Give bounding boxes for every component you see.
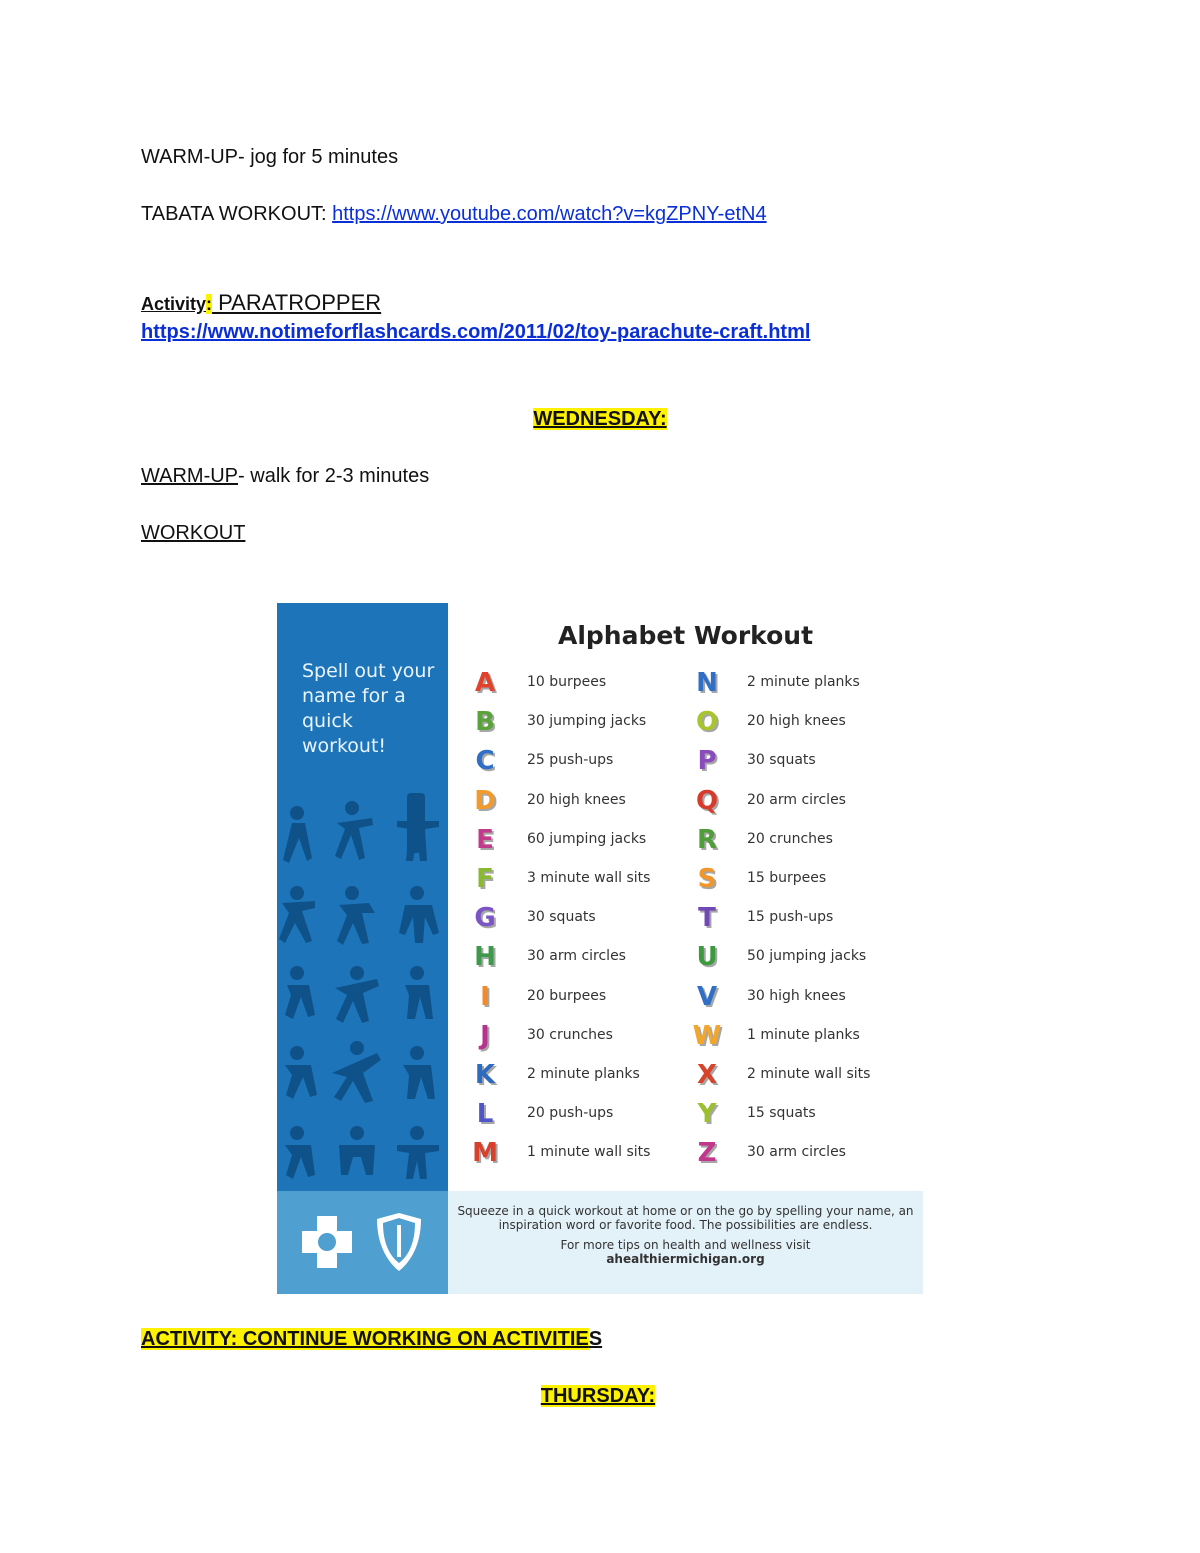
footer-site: ahealthiermichigan.org (606, 1252, 765, 1266)
thursday-text: THURSDAY: (540, 1385, 656, 1407)
letter-icon: J (480, 1020, 490, 1051)
letter-icon: F (476, 863, 494, 894)
activity-label: Activity (141, 294, 207, 314)
letter-icon: G (474, 903, 496, 934)
wednesday-heading (0, 408, 1200, 431)
letter-icon: D (474, 785, 496, 816)
letter-icon: U (696, 942, 718, 973)
exercise-text: 20 push-ups (527, 1105, 614, 1122)
alphabet-workout-poster (277, 603, 923, 1294)
tabata-link[interactable]: https://www.youtube.com/watch?v=kgZPNY-etN4 (332, 203, 767, 225)
letter-icon: B (475, 707, 495, 738)
exercise-text: 30 jumping jacks (527, 713, 647, 730)
exercise-text: 1 minute wall sits (527, 1144, 651, 1161)
exercise-text: 50 jumping jacks (747, 948, 867, 965)
activity-title: PARATROPPER (212, 290, 382, 315)
exercise-text: 2 minute wall sits (747, 1065, 871, 1082)
exercise-text: 15 push-ups (747, 909, 834, 926)
exercise-text: 15 squats (747, 1105, 816, 1122)
workout-label: WORKOUT (141, 522, 246, 544)
activity-link[interactable]: https://www.notimeforflashcards.com/2011/02/toy-parachute-craft.html (141, 321, 811, 343)
letter-icon: T (698, 903, 716, 934)
poster-title: Alphabet Workout (557, 621, 814, 650)
poster-sidebar (277, 603, 448, 1191)
footer-tips: For more tips on health and wellness visit (560, 1238, 811, 1252)
letter-icon: Q (695, 785, 719, 816)
poster-tagline: Spell out your name for a quick workout! (302, 660, 435, 757)
exercise-text: 15 burpees (747, 869, 827, 886)
footer-text (448, 1204, 923, 1272)
exercise-text: 20 high knees (527, 791, 626, 808)
letter-icon: C (475, 746, 495, 777)
activity-heading (141, 290, 381, 316)
letter-icon: R (696, 824, 718, 855)
letter-icon: M (472, 1138, 498, 1169)
letter-icon: I (480, 981, 490, 1012)
exercise-text: 20 arm circles (747, 791, 846, 808)
exercise-text: 20 crunches (747, 830, 833, 847)
letter-icon: H (474, 942, 496, 973)
letter-icon: K (474, 1059, 496, 1090)
activity2-heading (141, 1328, 602, 1351)
letter-icon: A (474, 668, 496, 698)
letter-icon: V (696, 981, 718, 1012)
exercise-text: 3 minute wall sits (527, 869, 651, 886)
wednesday-text: WEDNESDAY: (533, 408, 667, 430)
letter-icon: S (697, 863, 717, 894)
exercise-text: 30 crunches (527, 1026, 613, 1043)
activity-colon: : (206, 294, 213, 314)
exercise-text: 20 high knees (747, 713, 846, 730)
poster-footer (277, 1191, 923, 1294)
letter-icon: L (476, 1099, 494, 1130)
footer-paragraph: Squeeze in a quick workout at home or on the go by spelling your name, an inspiration word or favorite food. The possibilities are endless. (457, 1204, 914, 1232)
exercise-text: 10 burpees (527, 674, 607, 690)
exercise-text: 30 arm circles (527, 948, 626, 965)
exercise-figures-icon (277, 783, 448, 1183)
letter-icon: P (697, 746, 717, 777)
warmup2-rest: - walk for 2-3 minutes (238, 465, 430, 487)
letter-icon: Y (697, 1099, 717, 1130)
letter-icon: E (476, 824, 494, 855)
exercise-text: 20 burpees (527, 987, 607, 1004)
tabata-label: TABATA WORKOUT: (141, 203, 333, 225)
exercise-text: 60 jumping jacks (527, 830, 647, 847)
warmup2-line (141, 465, 429, 488)
exercise-text: 30 high knees (747, 987, 846, 1004)
letter-icon: W (692, 1020, 722, 1051)
exercise-text: 2 minute planks (527, 1065, 640, 1082)
tabata-line (141, 203, 767, 226)
warmup-line: WARM-UP- jog for 5 minutes (141, 146, 399, 168)
activity-link-line (141, 321, 810, 344)
letter-icon: X (696, 1059, 718, 1090)
exercise-text: 25 push-ups (527, 752, 614, 769)
letter-icon: N (696, 668, 718, 698)
exercise-text: 2 minute planks (747, 674, 860, 690)
exercise-text: 1 minute planks (747, 1026, 860, 1043)
exercise-text: 30 arm circles (747, 1144, 846, 1161)
blue-cross-blue-shield-logo (277, 1191, 448, 1294)
exercise-text: 30 squats (527, 909, 596, 926)
logo-area (277, 1191, 448, 1294)
exercise-text: 30 squats (747, 752, 816, 769)
activity2-text: ACTIVITY: CONTINUE WORKING ON ACTIVITIE (141, 1328, 589, 1350)
letter-icon: O (695, 707, 719, 738)
letter-icon: Z (697, 1138, 717, 1169)
warmup2-label: WARM-UP (141, 465, 239, 487)
thursday-heading (0, 1385, 1200, 1408)
activity2-tail: S (588, 1328, 603, 1350)
